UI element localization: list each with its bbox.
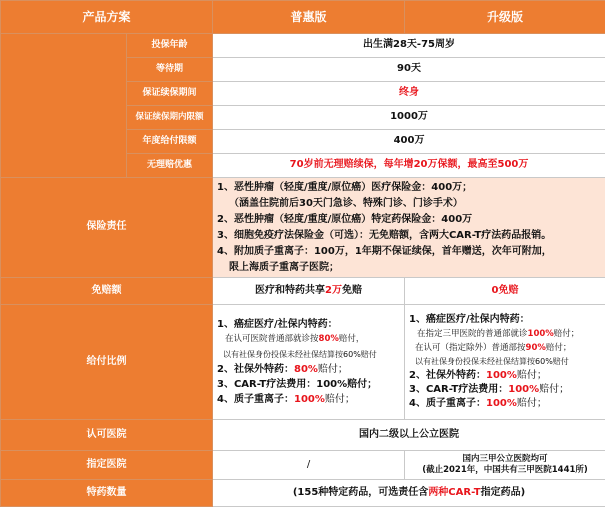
row-label: 等待期 xyxy=(127,58,213,82)
text: 国内三甲公立医院均可 xyxy=(462,454,548,465)
row-value: 400万 xyxy=(213,130,605,154)
payout-upgrade xyxy=(405,305,605,420)
text: 赔付； xyxy=(553,329,580,339)
deductible-label: 免赔额 xyxy=(1,278,213,305)
row-value: 出生满28天-75周岁 xyxy=(213,34,605,58)
text: 在指定三甲医院的普通部就诊 xyxy=(417,329,528,339)
text: 2、社保外特药： xyxy=(409,370,486,381)
row-label: 年度给付限额 xyxy=(127,130,213,154)
text: 医疗和特药共享 xyxy=(255,284,326,296)
text: 免赔 xyxy=(342,284,362,296)
row-value: 90天 xyxy=(213,58,605,82)
coverage-line: 1、恶性肿瘤（轻度/重度/原位癌）医疗保险金：400万； xyxy=(217,181,473,193)
deductible-upgrade: 0免赔 xyxy=(405,278,605,305)
table-row xyxy=(1,34,605,58)
coverage-line: （涵盖住院前后30天门急诊、特殊门诊、门诊手术） xyxy=(229,197,463,209)
header-row xyxy=(1,1,605,34)
approved-value: 国内二级以上公立医院 xyxy=(213,420,605,451)
text: 4、质子重离子： xyxy=(409,398,486,409)
text: 80% xyxy=(318,334,339,344)
coverage-line: 3、细胞免疫疗法保险金（可选）：无免赔额，含两大CAR-T疗法药品报销。 xyxy=(217,229,552,241)
row-label: 投保年龄 xyxy=(127,34,213,58)
row-value: 终身 xyxy=(213,82,605,106)
text: 以有社保身份投保未经社保结算按60%赔付 xyxy=(223,350,377,359)
deductible-basic xyxy=(213,278,405,305)
coverage-line: 4、附加质子重离子：100万，1年期不保证续保，首年赠送，次年可附加， xyxy=(217,245,552,257)
text: 赔付； xyxy=(545,343,572,353)
row-label: 保证续保期间 xyxy=(127,82,213,106)
text: 80% xyxy=(293,364,318,375)
text: 赔付； xyxy=(516,398,547,409)
payout-label: 给付比例 xyxy=(1,305,213,420)
designated-upgrade xyxy=(405,451,605,480)
text: (155种特定药品，可选责任含 xyxy=(292,486,429,498)
text: 100% xyxy=(508,384,540,395)
text: 1、癌症医疗/社保内特药： xyxy=(409,314,530,325)
text: 4、质子重离子： xyxy=(217,394,294,405)
drugs-row xyxy=(1,480,605,507)
text: 在认可医院普通部就诊按 xyxy=(225,334,319,344)
coverage-content xyxy=(213,178,605,278)
designated-row xyxy=(1,451,605,480)
approved-row xyxy=(1,420,605,451)
payout-row xyxy=(1,305,605,420)
text: 90% xyxy=(525,343,546,353)
coverage-line: 限上海质子重离子医院； xyxy=(229,261,340,273)
text: 100% xyxy=(293,394,325,405)
drugs-label: 特药数量 xyxy=(1,480,213,507)
text: 3、CAR-T疗法费用： xyxy=(409,384,509,395)
row-label: 无理赔优惠 xyxy=(127,154,213,178)
row-value: 70岁前无理赔续保，每年增20万保额，最高至500万 xyxy=(213,154,605,178)
designated-basic: / xyxy=(213,451,405,480)
text: 赔付； xyxy=(324,394,355,405)
text: 赔付； xyxy=(317,364,348,375)
text: 2万 xyxy=(325,284,342,296)
coverage-line: 2、恶性肿瘤（轻度/重度/原位癌）特定药保险金：400万 xyxy=(217,213,473,225)
text: 以有社保身份投保未经社保结算按60%赔付 xyxy=(415,357,569,366)
text: (截止2021年，中国共有三甲医院1441所) xyxy=(422,465,588,475)
drugs-value xyxy=(213,480,605,507)
deductible-row xyxy=(1,278,605,305)
header-basic: 普惠版 xyxy=(213,1,405,34)
coverage-row xyxy=(1,178,605,278)
row-value: 1000万 xyxy=(213,106,605,130)
text: 1、癌症医疗/社保内特药： xyxy=(217,319,338,330)
text: 在认可（指定除外）普通部按 xyxy=(415,343,526,353)
text: 2、社保外特药： xyxy=(217,364,294,375)
text: 100% xyxy=(485,398,517,409)
text: 赔付； xyxy=(539,384,570,395)
header-plan: 产品方案 xyxy=(1,1,213,34)
text: 3、CAR-T疗法费用：100%赔付； xyxy=(217,379,378,390)
basic-group-label xyxy=(1,34,127,178)
text: 赔付； xyxy=(516,370,547,381)
row-label: 保证续保期内限额 xyxy=(127,106,213,130)
text: 两种CAR-T xyxy=(428,486,481,498)
text: 赔付， xyxy=(338,334,365,344)
text: 100% xyxy=(485,370,517,381)
text: 100% xyxy=(527,329,554,339)
coverage-label: 保险责任 xyxy=(1,178,213,278)
text: 指定药品) xyxy=(480,486,526,498)
header-upgrade: 升级版 xyxy=(405,1,605,34)
designated-label: 指定医院 xyxy=(1,451,213,480)
approved-label: 认可医院 xyxy=(1,420,213,451)
payout-basic xyxy=(213,305,405,420)
